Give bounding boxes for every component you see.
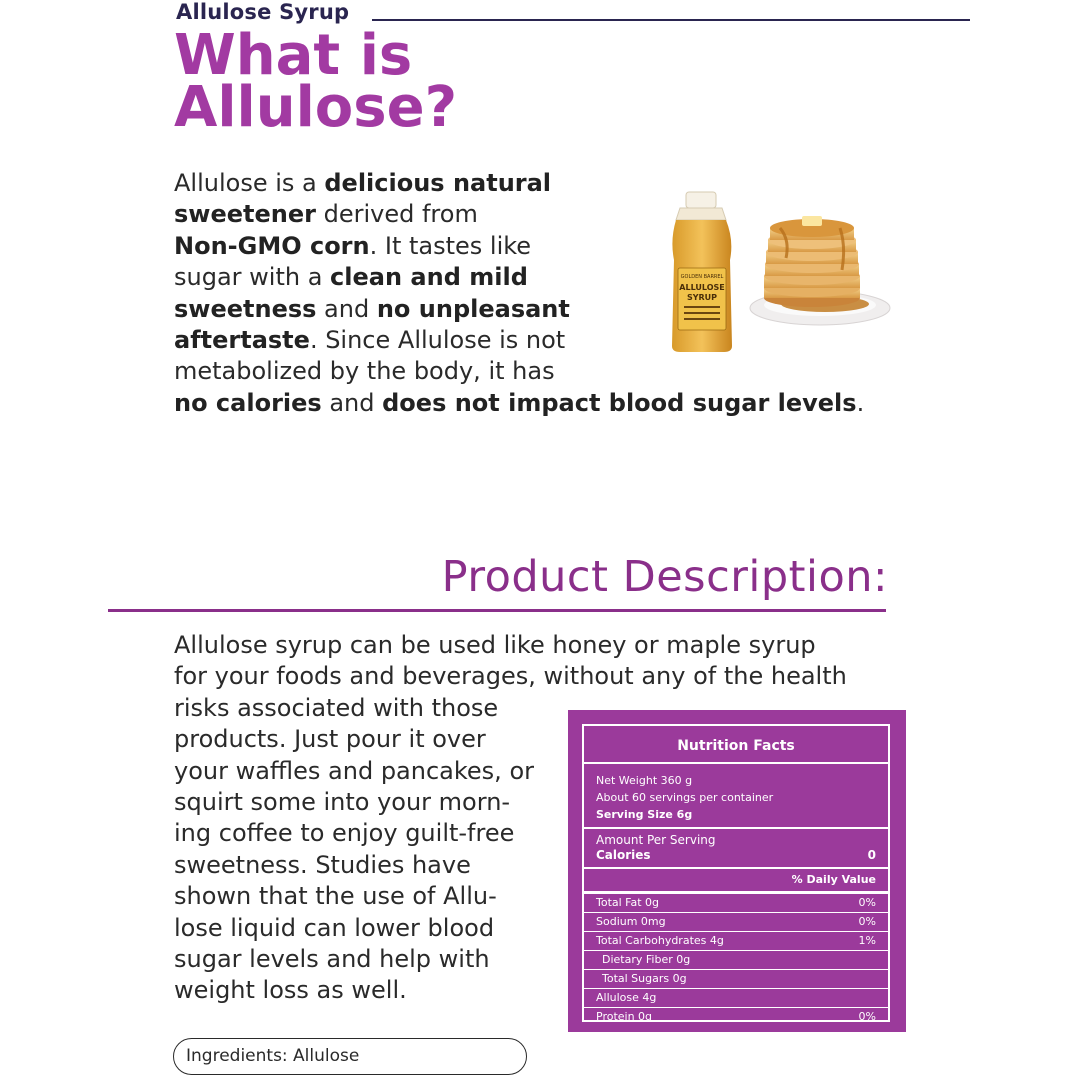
nutrient-label: Total Fat 0g xyxy=(596,896,660,909)
net-weight: Net Weight 360 g xyxy=(596,774,693,787)
text: . It tastes like xyxy=(369,231,532,260)
description-line: shown that the use of Allu- xyxy=(174,882,497,911)
description-line: for your foods and beverages, without any of the health xyxy=(174,662,847,691)
header-divider xyxy=(372,19,970,21)
syrup-and-pancakes-illustration xyxy=(640,180,905,365)
emphasis: no unpleasant xyxy=(376,294,570,323)
nutrient-row xyxy=(584,970,888,989)
intro-line xyxy=(174,388,864,419)
calories-label: Calories xyxy=(596,848,651,862)
nutrient-row xyxy=(584,913,888,932)
nutrient-value: 0% xyxy=(858,915,876,928)
description-line: products. Just pour it over xyxy=(174,725,486,754)
nutrient-label: Protein 0g xyxy=(596,1010,653,1023)
bottle-label-line-2: SYRUP xyxy=(686,293,718,302)
nutrient-row xyxy=(584,932,888,951)
nutrient-row xyxy=(584,894,888,913)
text: . xyxy=(856,388,865,417)
calories-row xyxy=(596,848,876,863)
nutrient-label: Total Carbohydrates 4g xyxy=(596,934,724,947)
nutrient-value: 1% xyxy=(858,934,876,947)
product-description-divider xyxy=(108,609,886,612)
daily-value-label: % Daily Value xyxy=(791,873,876,886)
description-line: sugar levels and help with xyxy=(174,945,490,974)
text: sugar with a xyxy=(174,263,331,292)
nutrient-label: Dietary Fiber 0g xyxy=(602,953,691,966)
text: and xyxy=(321,388,383,417)
calories-block xyxy=(584,829,888,867)
emphasis: sweetener xyxy=(174,200,316,229)
title-line-1: What is xyxy=(174,23,413,88)
bottle-label-line-1: ALLULOSE xyxy=(679,283,725,292)
serving-info xyxy=(584,764,888,827)
emphasis: Non-GMO corn xyxy=(174,231,370,260)
emphasis: does not impact blood sugar levels xyxy=(382,388,857,417)
text: metabolized by the body, it has xyxy=(174,357,555,386)
description-line: lose liquid can lower blood xyxy=(174,913,495,942)
text: and xyxy=(316,294,377,323)
bottle-brand: GOLDEN BARREL xyxy=(680,274,724,280)
description-line: Allulose syrup can be used like honey or maple syrup xyxy=(174,631,816,659)
nutrition-facts-box xyxy=(582,724,890,1022)
nutrient-value: 0% xyxy=(858,896,876,909)
description-line: ing coffee to enjoy guilt-free xyxy=(174,819,515,848)
servings-per-container: About 60 servings per container xyxy=(596,791,774,804)
text: . Since Allulose is not xyxy=(309,326,566,355)
ingredients-badge: Ingredients: Allulose xyxy=(173,1038,527,1075)
title-line-2: Allulose? xyxy=(174,75,458,140)
description-line: sweetness. Studies have xyxy=(174,850,471,879)
emphasis: aftertaste xyxy=(174,326,310,355)
emphasis: sweetness xyxy=(174,294,317,323)
nutrient-value: 0% xyxy=(858,1010,876,1023)
nutrient-row xyxy=(584,1008,888,1026)
product-description-heading: Product Description: xyxy=(441,552,888,602)
description-line: weight loss as well. xyxy=(174,976,407,1005)
nutrient-label: Total Sugars 0g xyxy=(602,972,687,985)
calories-value: 0 xyxy=(867,848,876,862)
description-line: your waffles and pancakes, or xyxy=(174,756,534,785)
nutrient-row xyxy=(584,989,888,1008)
page-title xyxy=(174,23,594,140)
section-label: Allulose Syrup xyxy=(176,0,350,24)
text: derived from xyxy=(315,200,478,229)
nutrition-facts-title: Nutrition Facts xyxy=(677,738,795,754)
nutrition-facts-panel xyxy=(568,710,906,1032)
nutrient-label: Allulose 4g xyxy=(596,991,657,1004)
text: Allulose is a xyxy=(174,169,325,197)
nutrient-row xyxy=(584,951,888,970)
serving-size: Serving Size 6g xyxy=(596,808,693,821)
description-line: squirt some into your morn- xyxy=(174,788,511,817)
product-image xyxy=(640,180,905,365)
description-line: risks associated with those xyxy=(174,693,499,722)
emphasis: no calories xyxy=(174,388,322,417)
nutrient-table xyxy=(584,894,888,1026)
amount-per-serving: Amount Per Serving xyxy=(596,833,716,847)
nutrient-label: Sodium 0mg xyxy=(596,915,666,928)
emphasis: delicious natural xyxy=(324,169,552,197)
emphasis: clean and mild xyxy=(330,263,528,292)
daily-value-header xyxy=(584,869,888,892)
